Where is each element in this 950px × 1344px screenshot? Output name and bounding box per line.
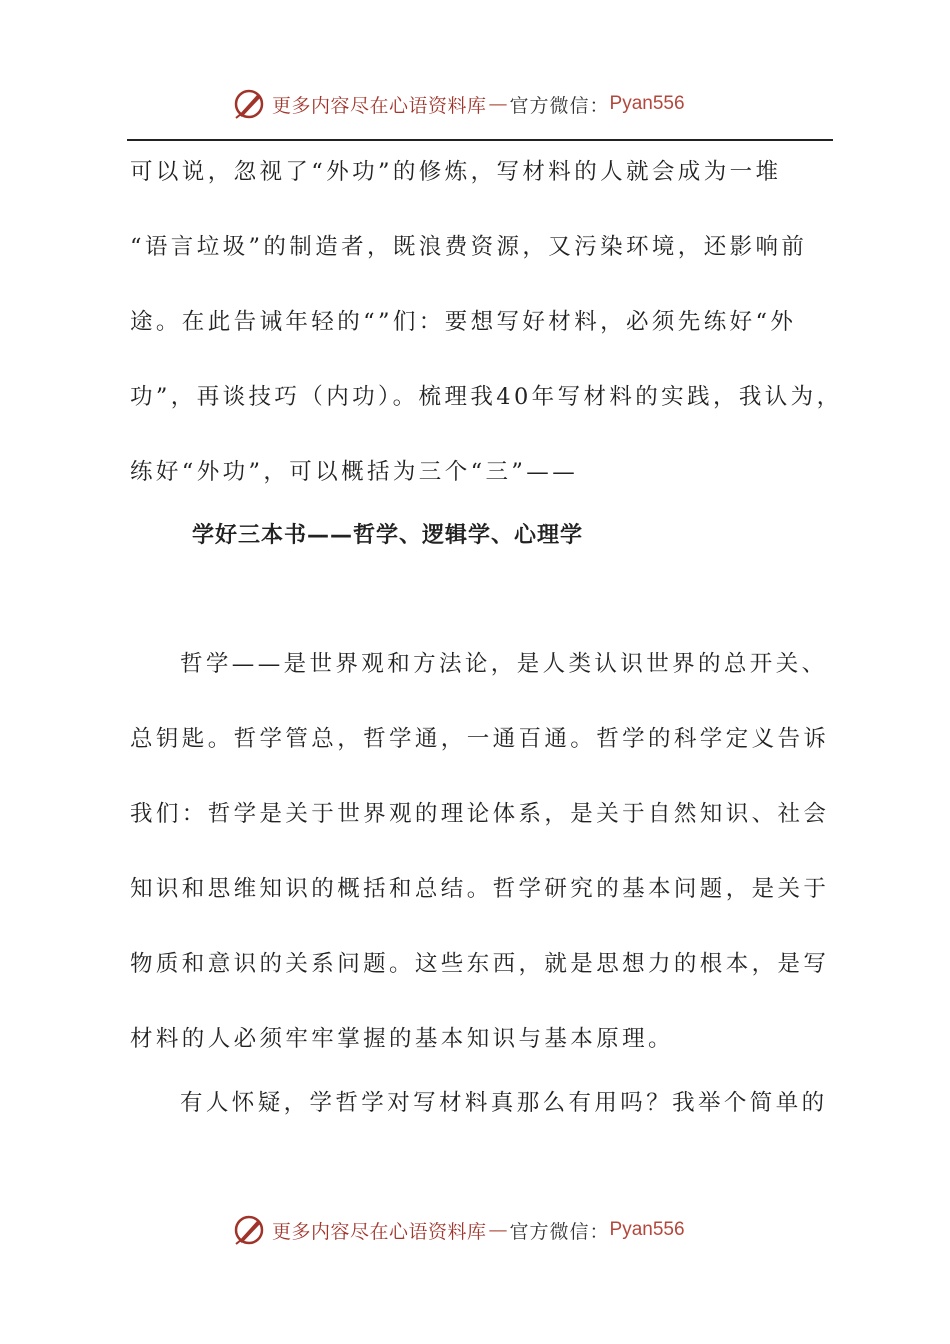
- footer-wechat-id: Pyan556: [609, 1219, 685, 1240]
- footer-dash: —: [488, 1219, 508, 1241]
- footer-brand-text: 更多内容尽在心语资料库: [272, 1220, 487, 1243]
- para2-line-1: 哲学——是世界观和方法论，是人类认识世界的总开关、: [180, 651, 828, 677]
- para1-line-5: 练好“外功”，可以概括为三个“三”——: [130, 459, 579, 485]
- header-banner: [232, 86, 685, 122]
- para2-line-5: 物质和意识的关系问题。这些东西，就是思想力的根本，是写: [130, 951, 830, 977]
- header-dash: —: [488, 93, 508, 115]
- header-divider: [127, 139, 833, 141]
- para2-line-6: 材料的人必须牢牢掌握的基本知识与基本原理。: [130, 1026, 674, 1052]
- para3-line-1: 有人怀疑，学哲学对写材料真那么有用吗？我举个简单的: [180, 1090, 828, 1116]
- para2-line-3: 我们：哲学是关于世界观的理论体系，是关于自然知识、社会: [130, 801, 830, 827]
- header-wechat-id: Pyan556: [609, 93, 685, 114]
- para2-line-2: 总钥匙。哲学管总，哲学通，一通百通。哲学的科学定义告诉: [130, 726, 830, 752]
- pen-logo-icon: [232, 87, 266, 121]
- para1-line-4: 功”，再谈技巧（内功）。梳理我40年写材料的实践，我认为，: [130, 384, 843, 410]
- section-heading: 学好三本书——哲学、逻辑学、心理学: [192, 523, 584, 548]
- footer-banner: [232, 1212, 685, 1248]
- para2-line-4: 知识和思维知识的概括和总结。哲学研究的基本问题，是关于: [130, 876, 830, 902]
- header-official-label: 官方微信：: [509, 94, 610, 117]
- para1-line-1: 可以说，忽视了“外功”的修炼，写材料的人就会成为一堆: [130, 159, 782, 185]
- pen-logo-icon: [232, 1213, 266, 1247]
- para1-line-3: 途。在此告诫年轻的“”们：要想写好材料，必须先练好“外: [130, 309, 797, 335]
- header-brand-text: 更多内容尽在心语资料库: [272, 94, 487, 117]
- para1-line-2: “语言垃圾”的制造者，既浪费资源，又污染环境，还影响前: [130, 234, 808, 260]
- footer-official-label: 官方微信：: [509, 1220, 610, 1243]
